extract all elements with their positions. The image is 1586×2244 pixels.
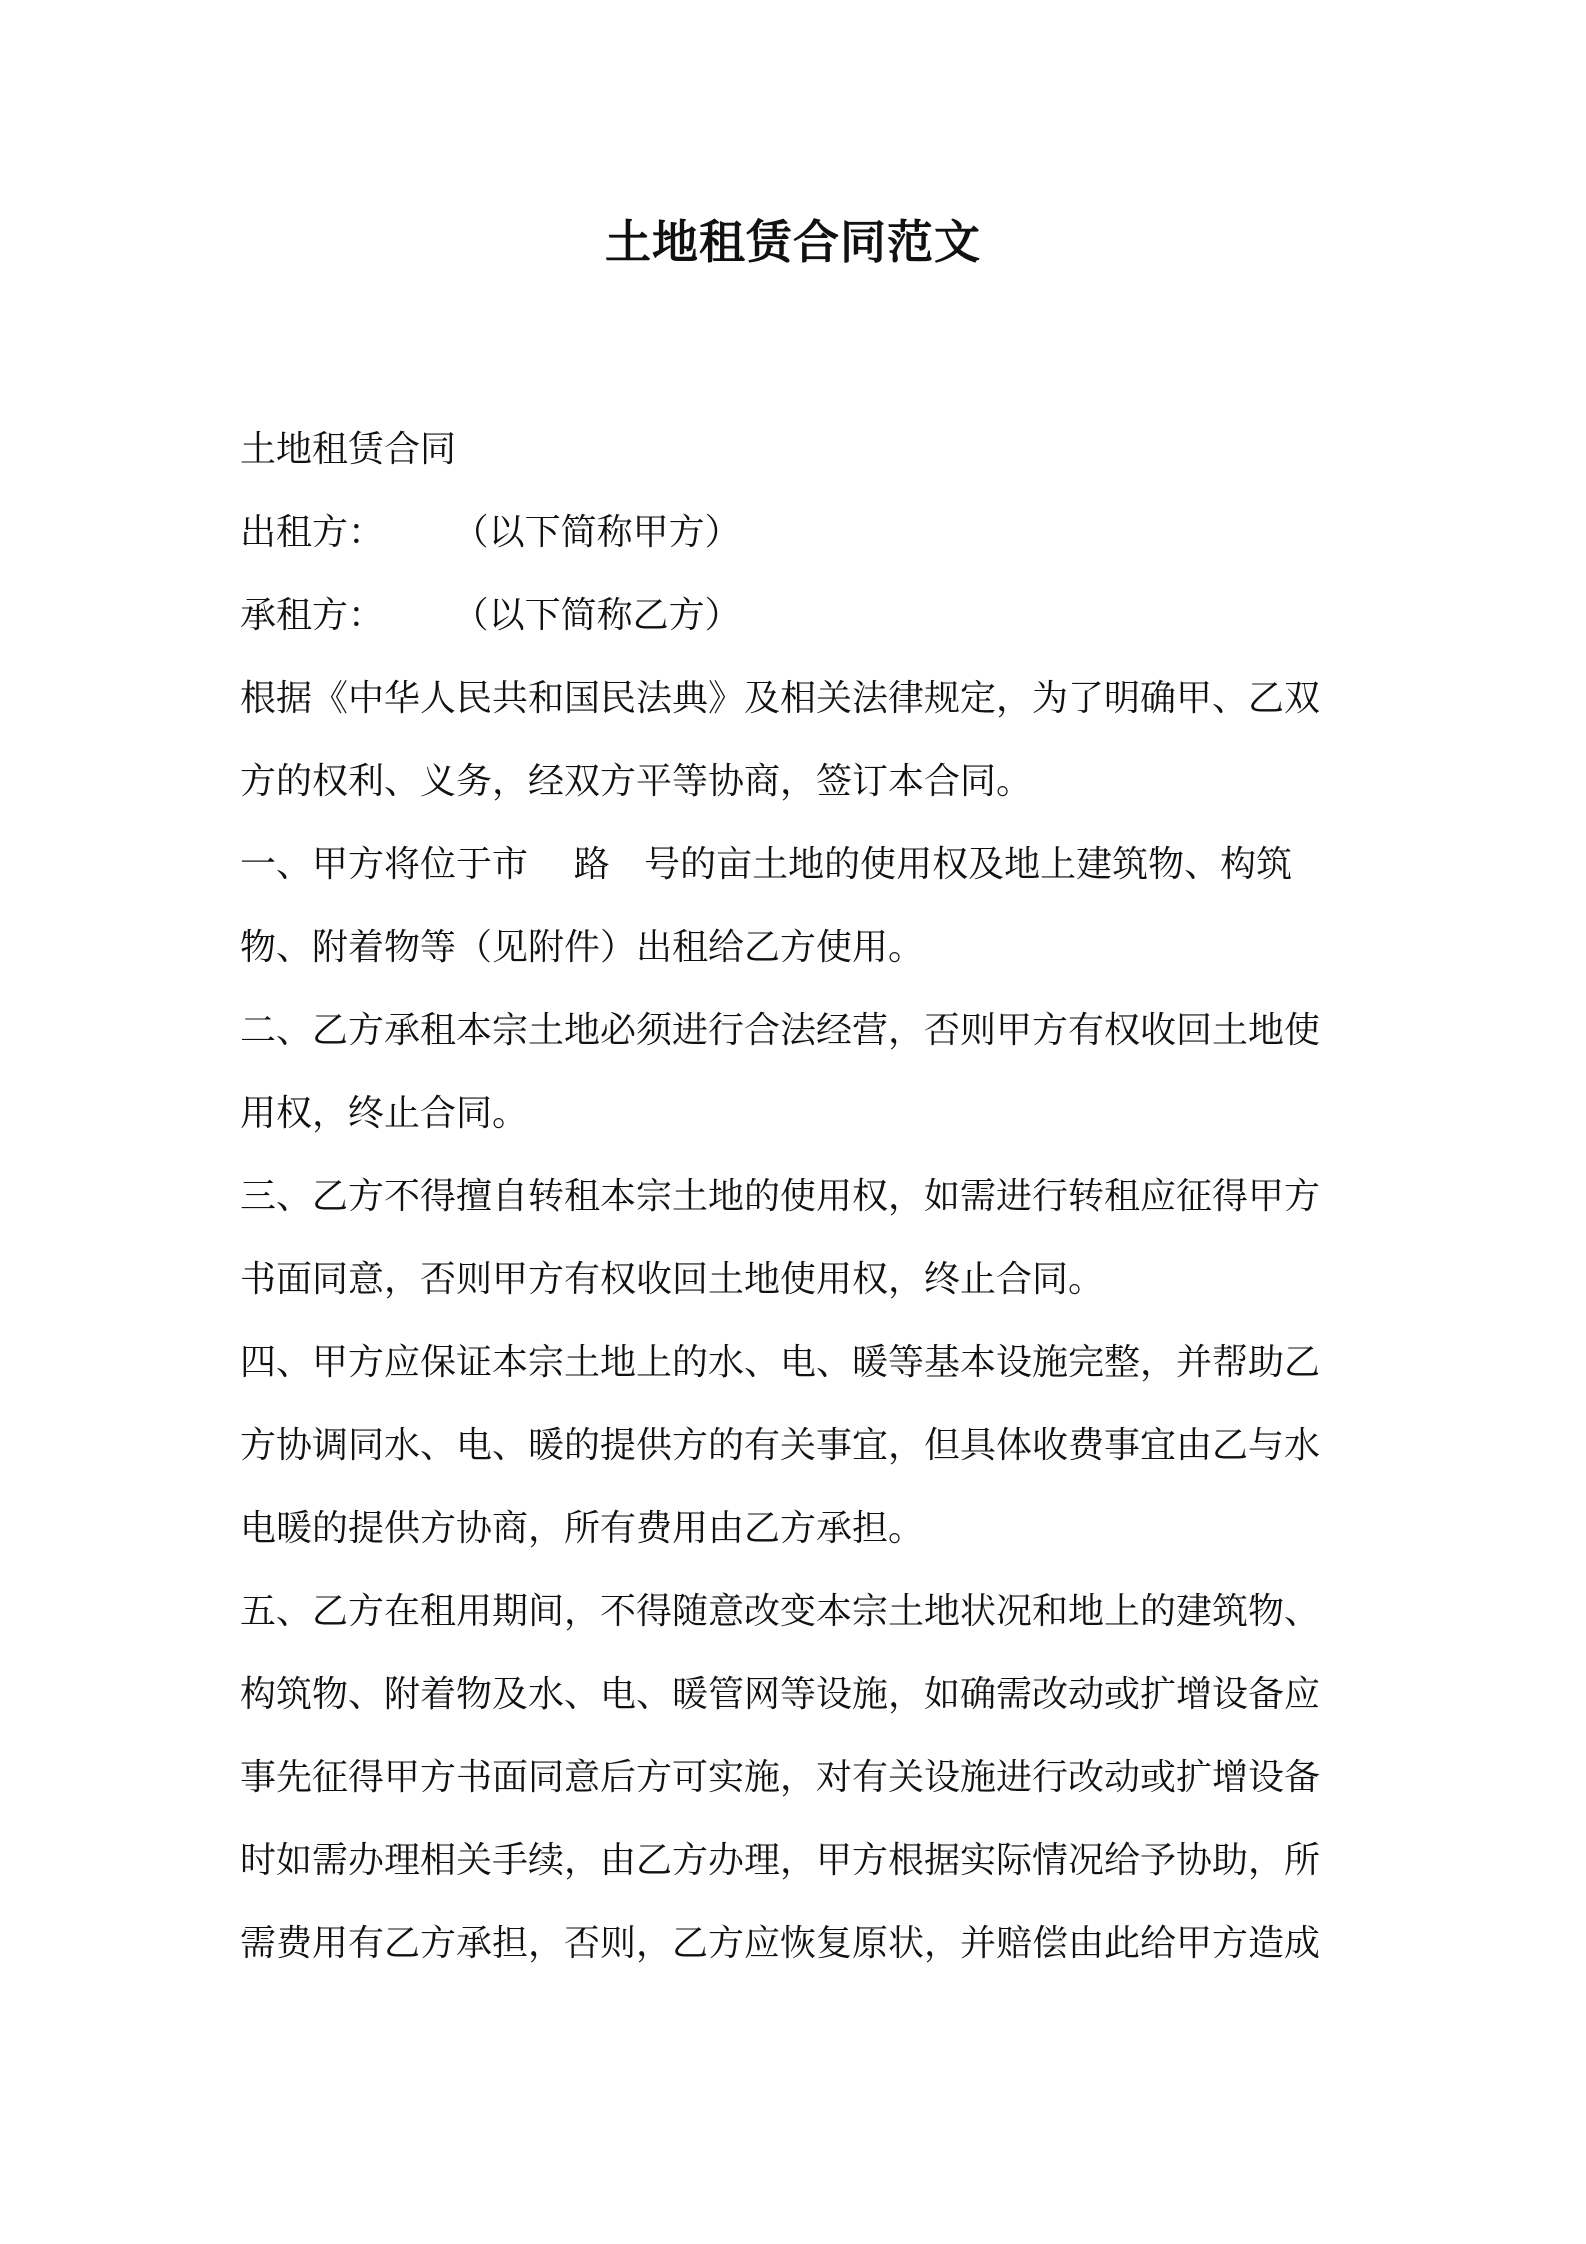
clause-2-line-1: 二、乙方承租本宗土地必须进行合法经营，否则甲方有权收回土地使 <box>240 1010 1321 1051</box>
clause-3-line-2: 书面同意，否则甲方有权收回土地使用权，终止合同。 <box>240 1259 1105 1300</box>
clause-1-line-2: 物、附着物等（见附件）出租给乙方使用。 <box>240 927 925 968</box>
clause-4-line-2: 方协调同水、电、暖的提供方的有关事宜，但具体收费事宜由乙与水 <box>240 1425 1321 1466</box>
preamble-line-2: 方的权利、义务，经双方平等协商，签订本合同。 <box>240 761 1033 802</box>
clause-4-line-1: 四、甲方应保证本宗土地上的水、电、暖等基本设施完整，并帮助乙 <box>240 1342 1321 1383</box>
clause-5-line-1: 五、乙方在租用期间，不得随意改变本宗土地状况和地上的建筑物、 <box>240 1591 1321 1632</box>
clause-3-line-1: 三、乙方不得擅自转租本宗土地的使用权，如需进行转租应征得甲方 <box>240 1176 1321 1217</box>
clause-5-line-3: 事先征得甲方书面同意后方可实施，对有关设施进行改动或扩增设备 <box>240 1757 1321 1798</box>
clause-4-line-3: 电暖的提供方协商，所有费用由乙方承担。 <box>240 1508 925 1549</box>
contract-heading: 土地租赁合同 <box>240 429 457 470</box>
document-body <box>240 408 1360 1985</box>
lessee-line: 承租方： （以下简称乙方） <box>240 595 741 636</box>
clause-5-line-4: 时如需办理相关手续，由乙方办理，甲方根据实际情况给予协助，所 <box>240 1840 1321 1881</box>
clause-2-line-2: 用权，终止合同。 <box>240 1093 529 1134</box>
document-title: 土地租赁合同范文 <box>605 215 981 269</box>
preamble-line-1: 根据《中华人民共和国民法典》及相关法律规定，为了明确甲、乙双 <box>240 678 1321 719</box>
clause-1-line-1: 一、甲方将位于市 路 号的亩土地的使用权及地上建筑物、构筑 <box>240 844 1293 885</box>
clause-5-line-5: 需费用有乙方承担，否则，乙方应恢复原状，并赔偿由此给甲方造成 <box>240 1923 1321 1964</box>
clause-5-line-2: 构筑物、附着物及水、电、暖管网等设施，如确需改动或扩增设备应 <box>240 1674 1321 1715</box>
lessor-line: 出租方： （以下简称甲方） <box>240 512 741 553</box>
